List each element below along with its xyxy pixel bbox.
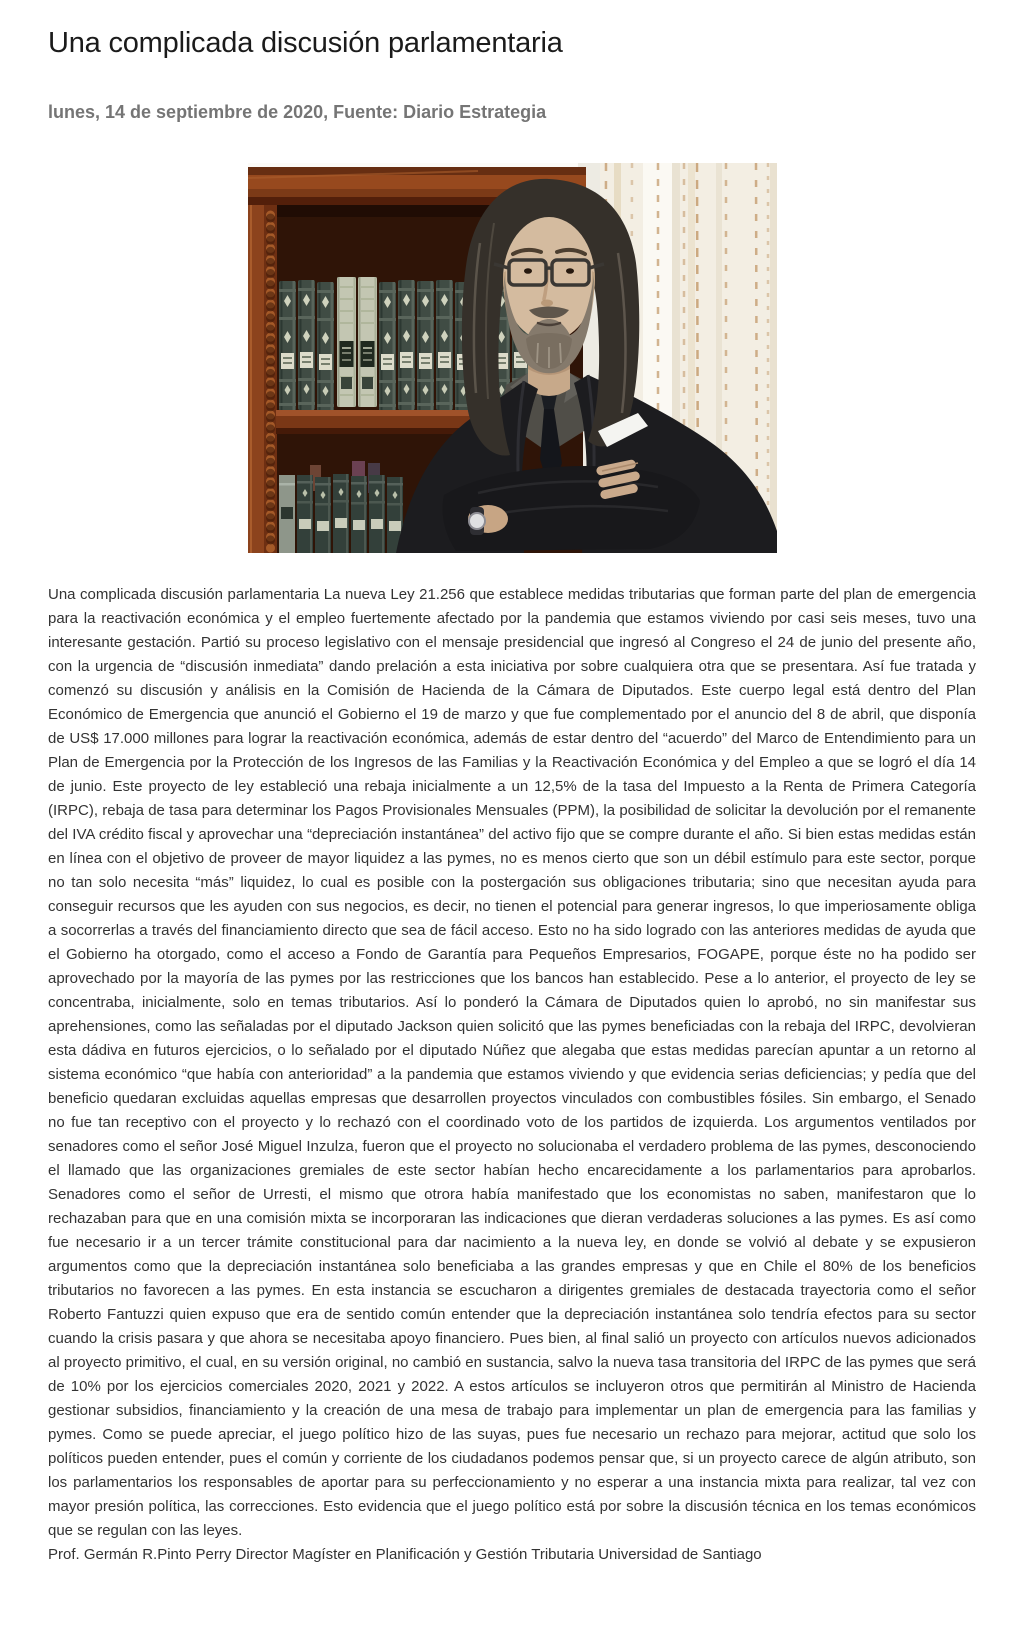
portrait-photo: [248, 163, 777, 553]
article-page: [48, 0, 976, 1567]
article-dateline: lunes, 14 de septiembre de 2020, Fuente: Diario Estrategia: [48, 102, 547, 122]
portrait-photo-illustration: [248, 163, 777, 553]
author-line: Prof. Germán R.Pinto Perry Director Magíster en Planificación y Gestión Tributaria Universidad de Santiago: [48, 1546, 762, 1563]
article-body: Una complicada discusión parlamentaria La nueva Ley 21.256 que establece medidas tributarias que forman parte del plan de emergencia para la reactivación económica y el empleo fuertemente afectado por la pandemia que estamos viviendo por casi seis meses, tuvo una interesante gestación. Partió su proceso legislativo con el mensaje presidencial que ingresó al Congreso el 24 de junio del presente año, con la urgencia de “discusión inmediata” dando prelación a esta iniciativa por sobre cualquiera otra que se presentara. Así fue tratada y comenzó su discusión y análisis en la Comisión de Hacienda de la Cámara de Diputados. Este cuerpo legal está dentro del Plan Económico de Emergencia que anunció el Gobierno el 19 de marzo y que fue complementado por el anuncio del 8 de abril, que disponía de US$ 17.000 millones para lograr la reactivación económica, además de estar dentro del “acuerdo” del Marco de Entendimiento para un Plan de Emergencia por la Protección de los Ingresos de las Familias y la Reactivación Económica y del Empleo a que se logró el día 14 de junio. Este proyecto de ley estableció una rebaja inicialmente a un 12,5% de la tasa del Impuesto a la Renta de Primera Categoría (IRPC), rebaja de tasa para determinar los Pagos Provisionales Mensuales (PPM), la posibilidad de solicitar la devolución por el remanente del IVA crédito fiscal y aprovechar una “depreciación instantánea” del activo fijo que se compre durante el año. Si bien estas medidas están en línea con el objetivo de proveer de mayor liquidez a las pymes, no es menos cierto que son un débil estímulo para este sector, porque no tan solo necesita “más” liquidez, lo cual es posible con la postergación sus obligaciones tributaria; sino que necesitan ayuda para conseguir recursos que les ayuden con sus negocios, es decir, no tienen el potencial para generar ingresos, lo que imperiosamente obliga a socorrerlas a través del financiamiento directo que sea de fácil acceso. Esto no ha sido logrado con las anteriores medidas de ayuda que el Gobierno ha otorgado, como el acceso a Fondo de Garantía para Pequeños Empresarios, FOGAPE, porque éste no ha podido ser aprovechado por la mayoría de las pymes por las restricciones que los bancos han establecido. Pese a lo anterior, el proyecto de ley se concentraba, inicialmente, solo en temas tributarios. Así lo ponderó la Cámara de Diputados quien lo aprobó, no sin manifestar sus aprehensiones, como las señaladas por el diputado Jackson quien solicitó que las pymes beneficiadas con la rebaja del IRPC, devolvieran esta dádiva en futuros ejercicios, o lo señalado por el diputado Núñez que alegaba que estas medidas parecían apuntar a un retorno al sistema económico “que había con anterioridad” a la pandemia que estamos viviendo y que evidencia serias deficiencias; y pedía que del beneficio quedaran excluidas aquellas empresas que desarrollen proyectos vinculados con combustibles fósiles. Sin embargo, el Senado no fue tan receptivo con el proyecto y lo rechazó con el coordinado voto de los partidos de izquierda. Los argumentos ventilados por senadores como el señor José Miguel Inzulza, fueron que el proyecto no solucionaba el verdadero problema de las pymes, desconociendo el llamado que las organizaciones gremiales de este sector habían hecho encarecidamente a los parlamentarios para aprobarlos. Senadores como el señor de Urresti, el mismo que otrora había manifestado que los economistas no saben, manifestaron que lo rechazaban para que en una comisión mixta se incorporaran las indicaciones que dieran verdaderas soluciones a las pymes. Es así como fue necesario ir a un tercer trámite constitucional para dar nacimiento a la nueva ley, en donde se volvió al debate y se expusieron argumentos como que la depreciación instantánea solo beneficiaba a las grandes empresas y que en Chile el 80% de los beneficios tributarios no favorecen a las pymes. En esta instancia se escucharon a dirigentes gremiales de destacada trayectoria como el señor Roberto Fantuzzi quien expuso que era de sentido común entender que la depreciación instantánea solo tendría efectos para su sector cuando la crisis pasara y que ahora se necesitaba apoyo financiero. Pues bien, al final salió un proyecto con artículos nuevos adicionados al proyecto primitivo, el cual, en su versión original, no cambió en sustancia, salvo la nueva tasa transitoria del IRPC de las pymes que será de 10% por los ejercicios comerciales 2020, 2021 y 2022. A estos artículos se incluyeron otros que permitirán al Ministro de Hacienda gestionar subsidios, financiamiento y la creación de una mesa de trabajo para implementar un plan de emergencia para las familias y pymes. Como se puede apreciar, el juego político hizo de las suyas, pues fue necesario un rechazo para mejorar, actitud que solo los políticos pueden entender, pues el común y corriente de los ciudadanos podemos pensar que, si un proyecto carece de algún atributo, son los parlamentarios los responsables de aportar para su perfeccionamiento y no esperar a una instancia mixta para realizar, tal vez con mayor presión política, las correcciones. Esto evidencia que el juego político está por sobre la discusión técnica en los temas económicos que se regulan con las leyes.: [48, 586, 976, 1539]
article-body-text: [48, 583, 976, 1567]
article-title: Una complicada discusión parlamentaria: [48, 27, 563, 59]
